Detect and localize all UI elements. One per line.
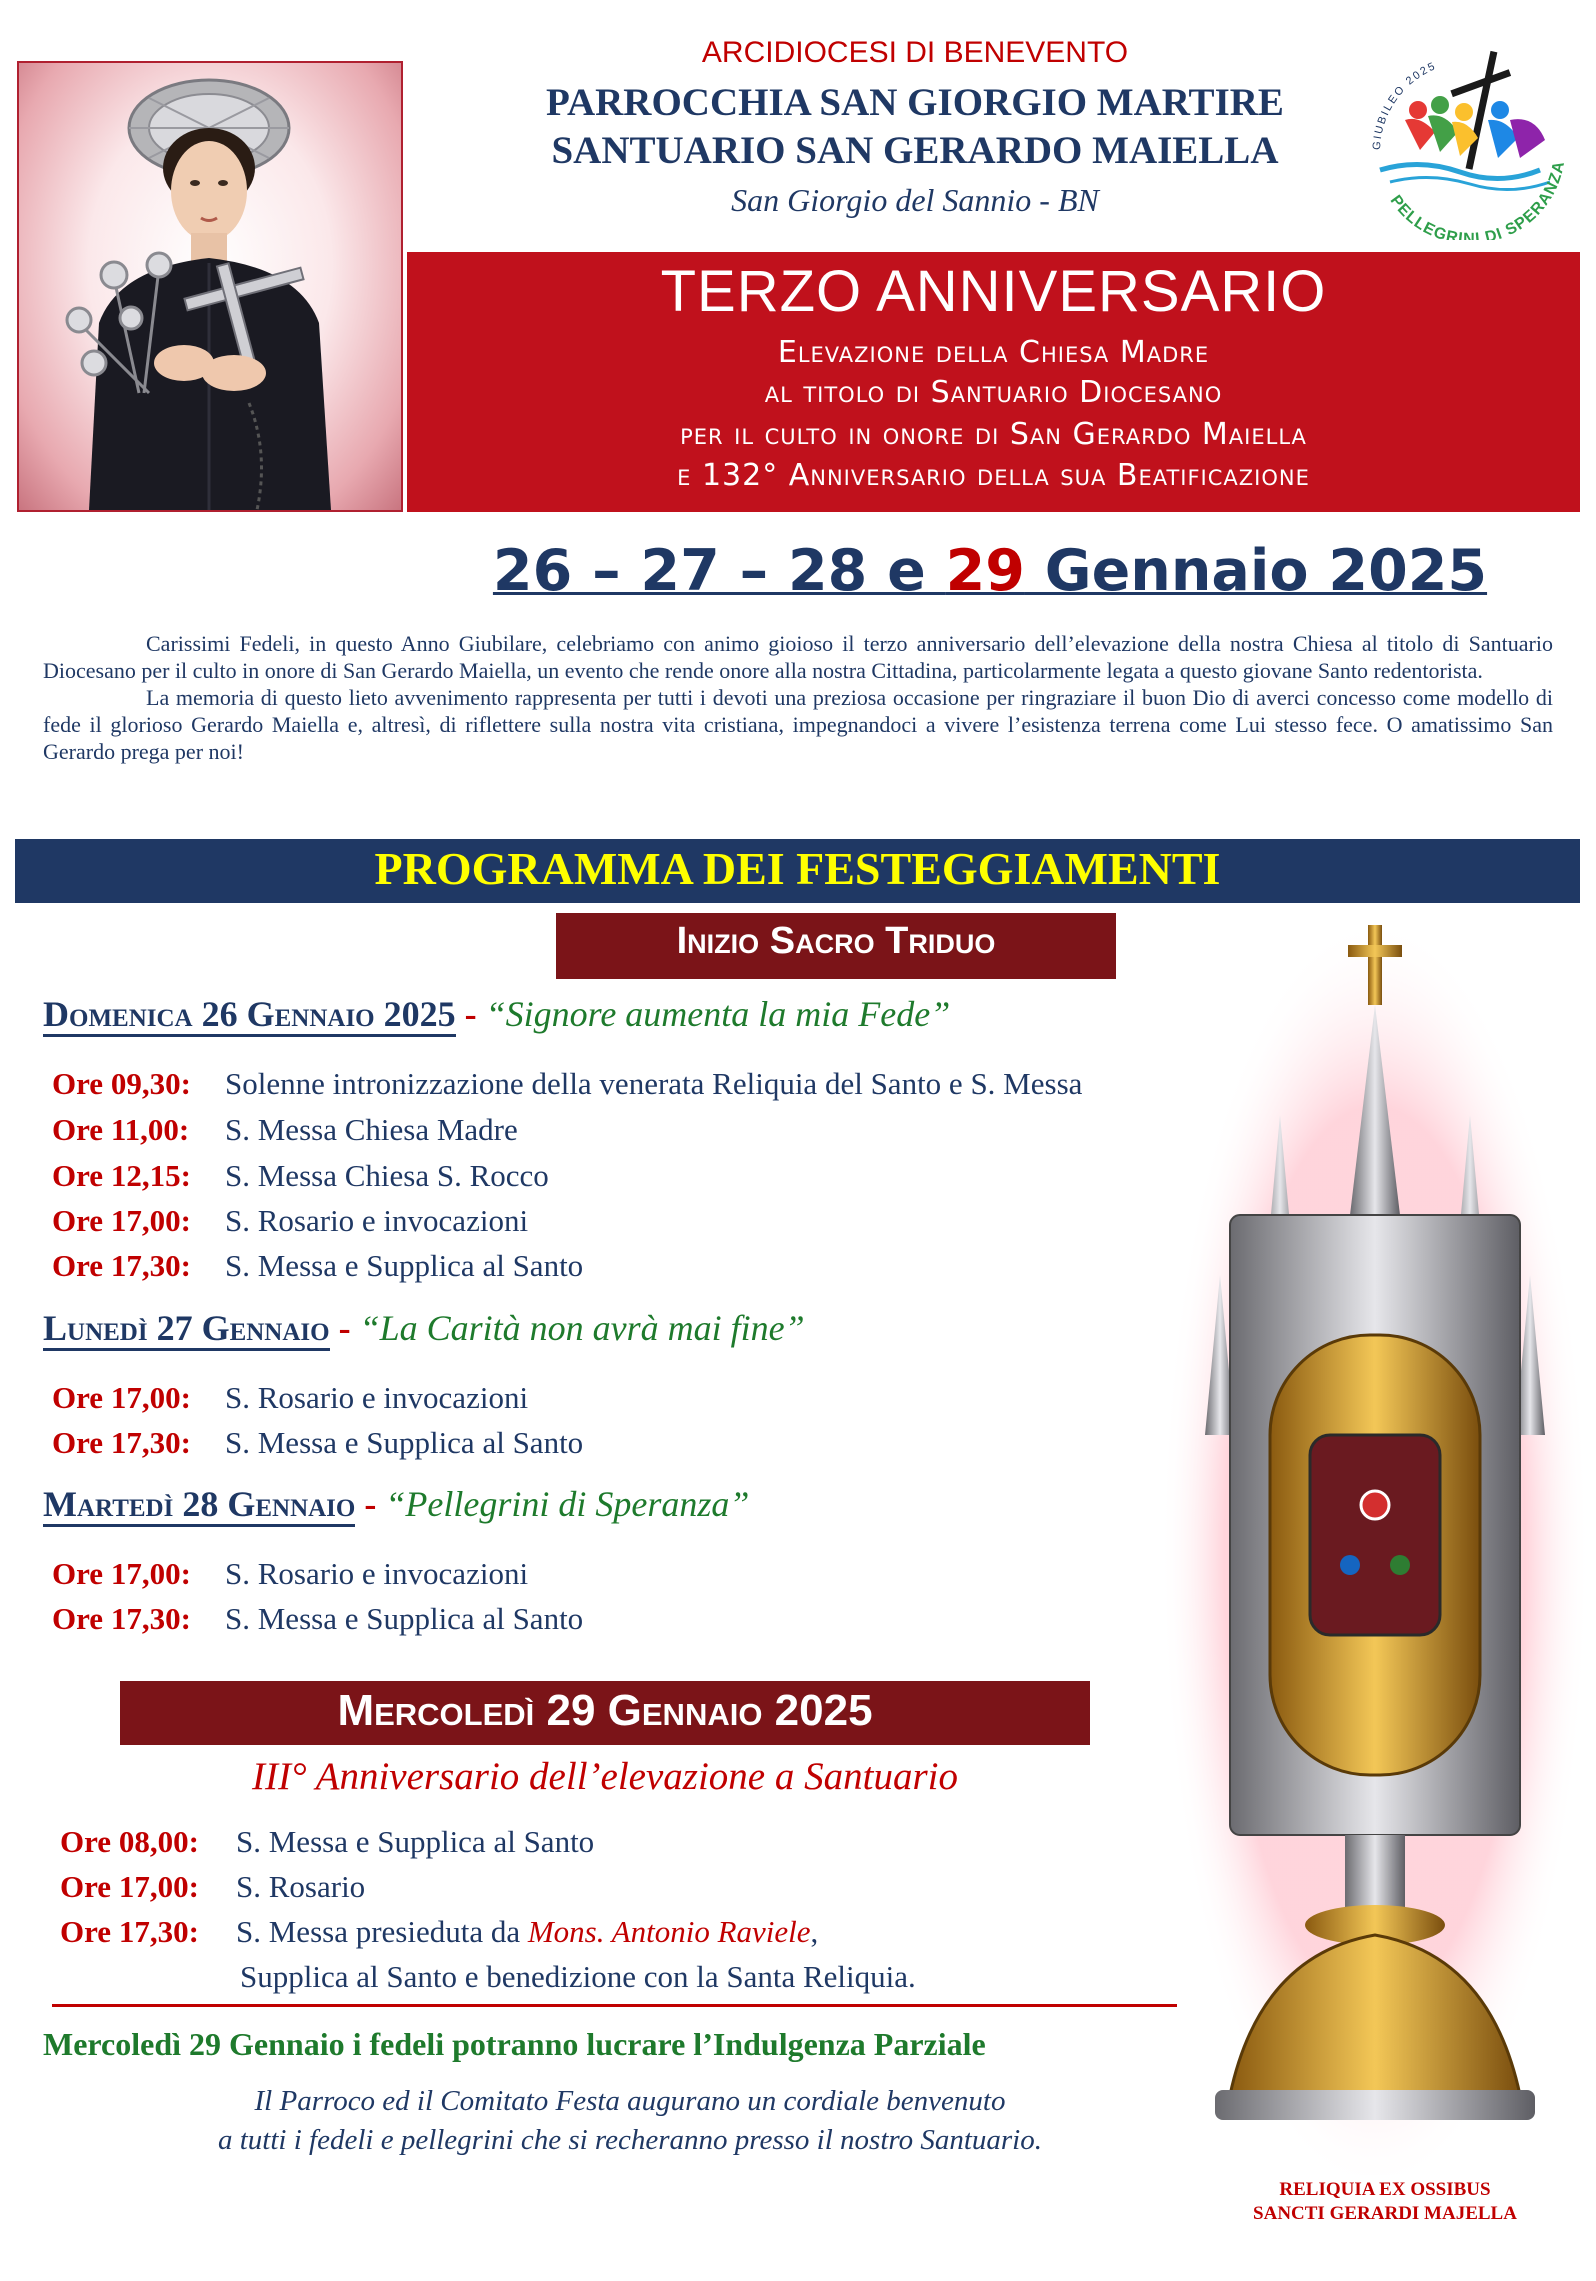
program-title: PROGRAMMA DEI FESTEGGIAMENTI — [374, 843, 1221, 894]
final-day-subtitle: III° Anniversario dell’elevazione a Santuario — [252, 1755, 958, 1798]
banner-line-2: al titolo di Santuario Diocesano — [764, 375, 1223, 410]
schedule-row: Ore 17,00: S. Rosario — [60, 1869, 366, 1904]
svg-text:PELLEGRINI DI SPERANZA — [1387, 159, 1569, 240]
schedule-row: Ore 17,30: S. Messa e Supplica al Santo — [52, 1601, 584, 1636]
town-label: San Giorgio del Sannio - BN — [731, 182, 1099, 218]
intro-paragraph-2: La memoria di questo lieto avvenimento rappresenta per tutti i devoti una preziosa occasione per ringraziare il buon Dio di averci concesso come modello di fede il glorioso Gerardo Maiella e, altresì, di riflettere sulla nostra vita cristiana, impegnandoci a vivere l’esistenza terrena come Lui stesso fece. O amatissimo San Gerardo prega per noi! — [43, 685, 1553, 764]
divider-rule — [52, 2004, 1177, 2007]
reliquary-caption-2: SANCTI GERARDI MAJELLA — [1253, 2203, 1517, 2224]
indulgence-note: Mercoledì 29 Gennaio i fedeli potranno lucrare l’Indulgenza Parziale — [43, 2026, 986, 2062]
archdiocese-label: ARCIDIOCESI DI BENEVENTO — [701, 36, 1129, 69]
triduo-title: Inizio Sacro Triduo — [676, 920, 996, 962]
day-header-tuesday: Martedì 28 Gennaio - “Pellegrini di Speranza” — [43, 1483, 749, 1525]
jubilee-ring-text: GIUBILEO 2025 — [1370, 59, 1439, 151]
schedule-row: Ore 17,30: S. Messa e Supplica al Santo — [52, 1248, 584, 1283]
banner-line-4: e 132° Anniversario della sua Beatificazione — [677, 458, 1310, 493]
jubilee-logo — [1360, 40, 1580, 240]
schedule-row: Ore 11,00: S. Messa Chiesa Madre — [52, 1112, 518, 1147]
banner-line-3: per il culto in onore di San Gerardo Maiella — [680, 417, 1307, 452]
schedule-row: Ore 17,00: S. Rosario e invocazioni — [52, 1556, 529, 1591]
schedule-row: Ore 08,00: S. Messa e Supplica al Santo — [60, 1824, 595, 1859]
reliquary-icon — [1160, 915, 1590, 2175]
schedule-row: Ore 17,30: S. Messa presieduta da Mons. Antonio Raviele, — [60, 1914, 819, 1949]
banner-line-1: Elevazione della Chiesa Madre — [777, 335, 1210, 370]
saint-figure-icon — [19, 63, 401, 510]
reliquary-caption-1: RELIQUIA EX OSSIBUS — [1279, 2179, 1491, 2200]
schedule-row: Supplica al Santo e benedizione con la Santa Reliquia. — [240, 1959, 916, 1994]
schedule-row: Ore 17,00: S. Rosario e invocazioni — [52, 1380, 529, 1415]
reliquary-image — [1160, 915, 1590, 2175]
sanctuary-title: SANTUARIO SAN GERARDO MAIELLA — [551, 129, 1279, 172]
intro-text — [43, 630, 1553, 765]
jubilee-logo-icon — [1360, 40, 1580, 240]
final-day-title: Mercoledì 29 Gennaio 2025 — [337, 1686, 873, 1735]
day-header-sunday: Domenica 26 Gennaio 2025 - “Signore aumenta la mia Fede” — [43, 993, 950, 1035]
schedule-row: Ore 12,15: S. Messa Chiesa S. Rocco — [52, 1158, 549, 1193]
saint-portrait — [17, 61, 403, 512]
schedule-row: Ore 17,00: S. Rosario e invocazioni — [52, 1203, 529, 1238]
intro-paragraph-1: Carissimi Fedeli, in questo Anno Giubilare, celebriamo con animo gioioso il terzo anniversario dell’elevazione della nostra Chiesa al titolo di Santuario Diocesano per il culto in onore di San Gerardo Maiella, un evento che rende onore alla nostra Cittadina, particolarmente legata a questo giovane Santo redentorista. — [43, 631, 1553, 683]
schedule-row: Ore 17,30: S. Messa e Supplica al Santo — [52, 1425, 584, 1460]
day-header-monday: Lunedì 27 Gennaio - “La Carità non avrà mai fine” — [43, 1307, 805, 1349]
closing-line-2: a tutti i fedeli e pellegrini che si recheranno presso il nostro Santuario. — [218, 2124, 1042, 2156]
banner-title: TERZO ANNIVERSARIO — [660, 259, 1327, 324]
presider-name: Mons. Antonio Raviele — [527, 1914, 811, 1949]
jubilee-motto-text: PELLEGRINI DI SPERANZA — [1386, 159, 1569, 240]
parish-title: PARROCCHIA SAN GIORGIO MARTIRE — [546, 81, 1284, 124]
event-dates: 26 – 27 – 28 e 29 Gennaio 2025 — [492, 538, 1488, 604]
schedule-row: Ore 09,30: Solenne intronizzazione della venerata Reliquia del Santo e S. Messa — [52, 1066, 1083, 1101]
closing-line-1: Il Parroco ed il Comitato Festa augurano un cordiale benvenuto — [254, 2085, 1006, 2117]
